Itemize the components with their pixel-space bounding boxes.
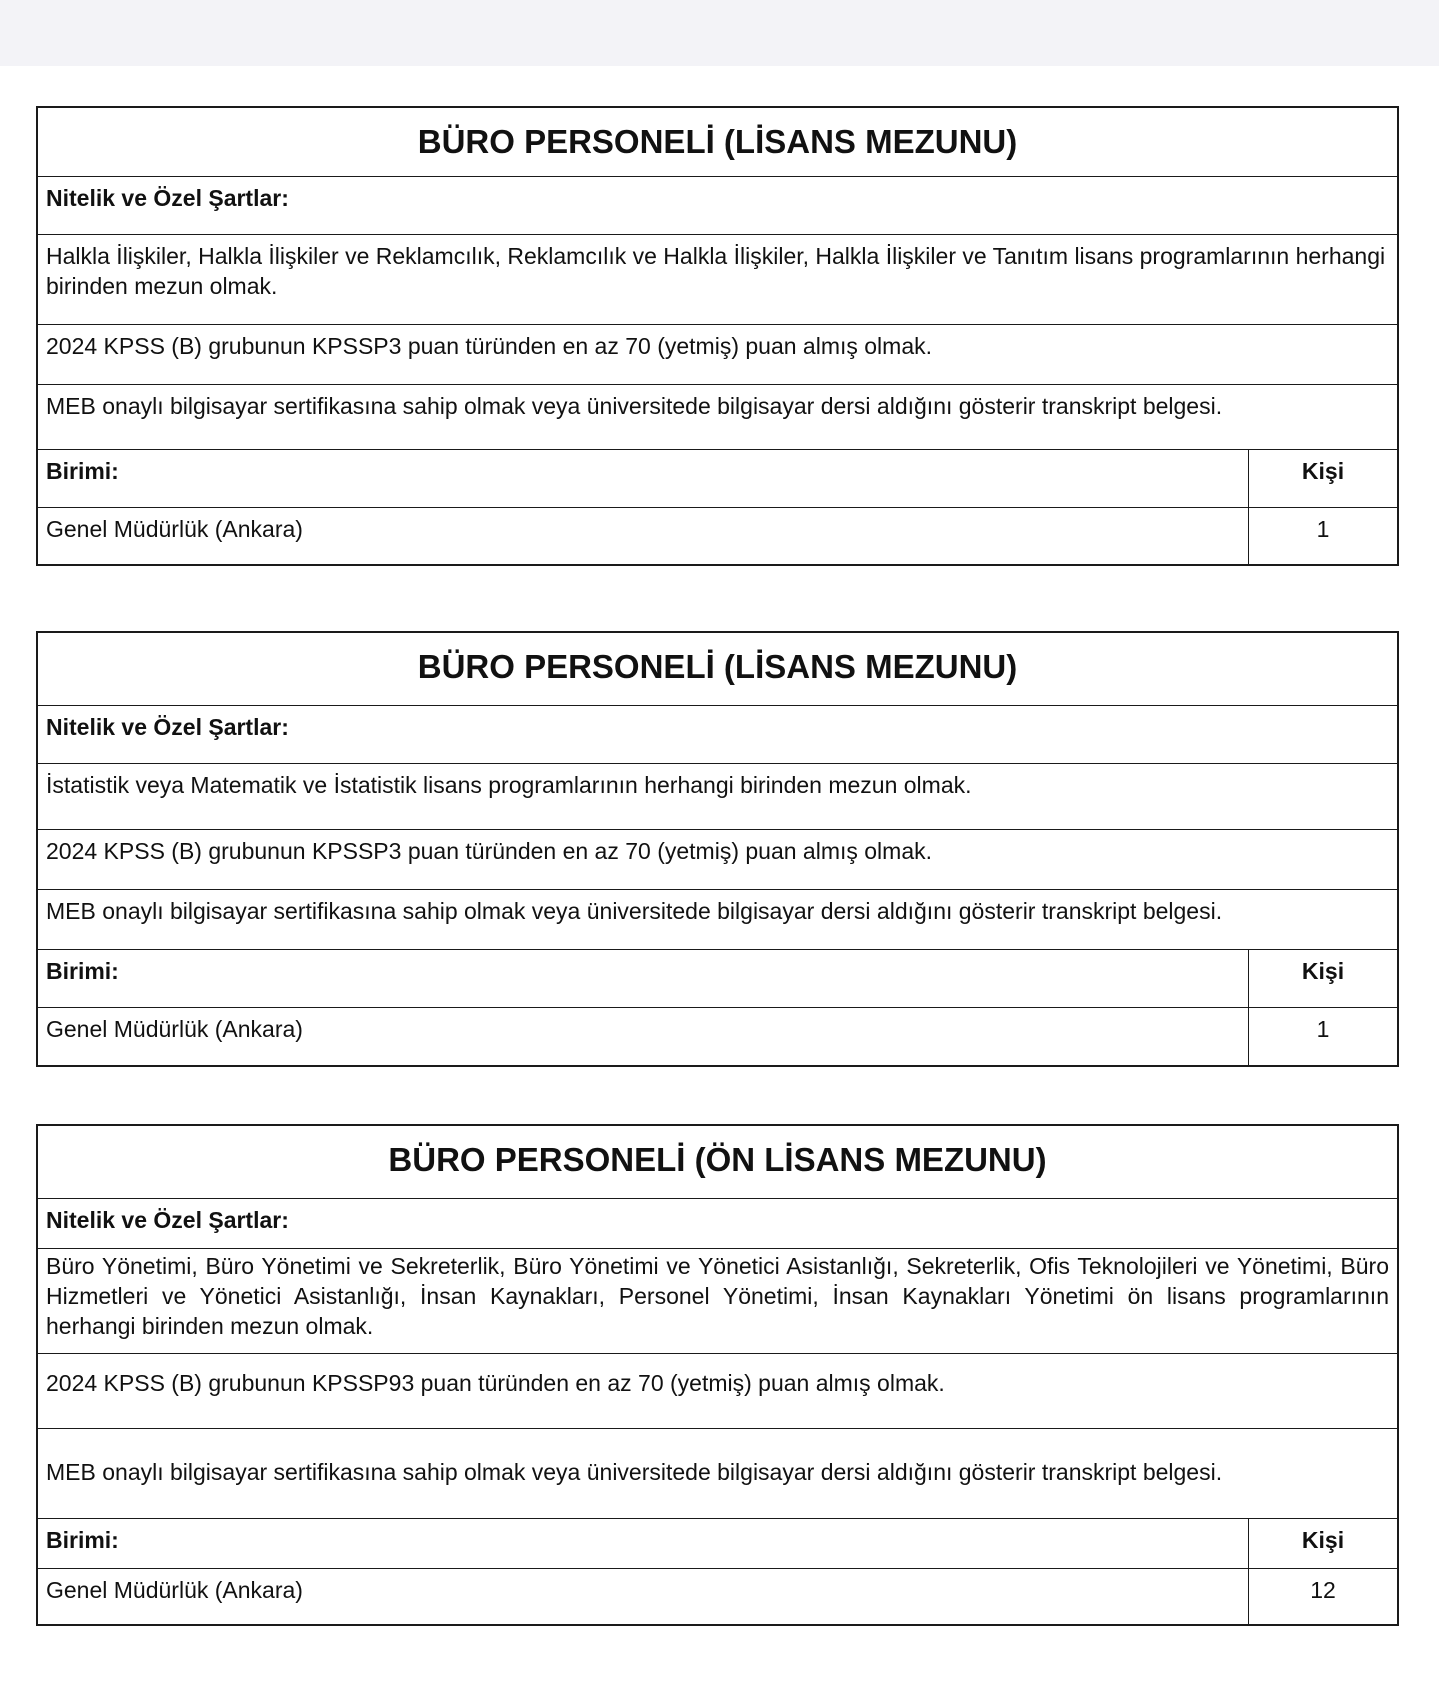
requirement-kpss: 2024 KPSS (B) grubunun KPSSP3 puan türünden en az 70 (yetmiş) puan almış olmak. [38,324,1397,384]
unit-row [38,1568,1397,1624]
unit-header-row [38,1518,1397,1568]
unit-label: Birimi: [46,458,119,484]
position-title: BÜRO PERSONELİ (ÖN LİSANS MEZUNU) [388,1141,1047,1178]
count-label: Kişi [1248,450,1397,507]
position-title: BÜRO PERSONELİ (LİSANS MEZUNU) [417,123,1018,160]
position-title: BÜRO PERSONELİ (LİSANS MEZUNU) [417,648,1018,685]
requirements-label: Nitelik ve Özel Şartlar: [38,705,1397,763]
unit-label: Birimi: [46,958,119,984]
unit-count: 1 [1248,1008,1397,1065]
count-label: Kişi [1248,950,1397,1007]
count-label: Kişi [1248,1519,1397,1568]
unit-name: Genel Müdürlük (Ankara) [46,516,303,542]
requirement-education: Büro Yönetimi, Büro Yönetimi ve Sekreterlik, Büro Yönetimi ve Yönetici Asistanlığı, Sekreterlik, Ofis Teknolojileri ve Yönetimi, Büro Hizmetleri ve Yönetici Asistanlığı, İnsan Kaynakları, Personel Yönetimi, İnsan Kaynakları Yönetimi ön lisans programlarının herhangi birinden mezun olmak. [38,1248,1397,1353]
unit-label: Birimi: [46,1527,119,1553]
position-block-2 [36,631,1399,1067]
unit-name: Genel Müdürlük (Ankara) [46,1016,303,1042]
unit-count: 12 [1248,1569,1397,1624]
position-block-1 [36,106,1399,566]
position-block-3 [36,1124,1399,1626]
unit-row [38,507,1397,564]
unit-row [38,1007,1397,1065]
unit-name: Genel Müdürlük (Ankara) [46,1577,303,1603]
requirement-education: Halkla İlişkiler, Halkla İlişkiler ve Reklamcılık, Reklamcılık ve Halkla İlişkiler, Halkla İlişkiler ve Tanıtım lisans programlarının herhangi birinden mezun olmak. [38,234,1397,324]
requirement-education: İstatistik veya Matematik ve İstatistik lisans programlarının herhangi birinden mezun olmak. [38,763,1397,829]
unit-header-row [38,949,1397,1007]
unit-count: 1 [1248,508,1397,564]
requirement-kpss: 2024 KPSS (B) grubunun KPSSP3 puan türünden en az 70 (yetmiş) puan almış olmak. [38,829,1397,889]
requirement-computer: MEB onaylı bilgisayar sertifikasına sahip olmak veya üniversitede bilgisayar dersi aldığını gösterir transkript belgesi. [38,384,1397,449]
requirement-computer: MEB onaylı bilgisayar sertifikasına sahip olmak veya üniversitede bilgisayar dersi aldığını gösterir transkript belgesi. [38,1428,1397,1518]
requirements-label: Nitelik ve Özel Şartlar: [38,1198,1397,1248]
top-bar [0,0,1439,66]
unit-header-row [38,449,1397,507]
requirements-label: Nitelik ve Özel Şartlar: [38,176,1397,234]
requirement-computer: MEB onaylı bilgisayar sertifikasına sahip olmak veya üniversitede bilgisayar dersi aldığını gösterir transkript belgesi. [38,889,1397,949]
requirement-kpss: 2024 KPSS (B) grubunun KPSSP93 puan türünden en az 70 (yetmiş) puan almış olmak. [38,1353,1397,1428]
